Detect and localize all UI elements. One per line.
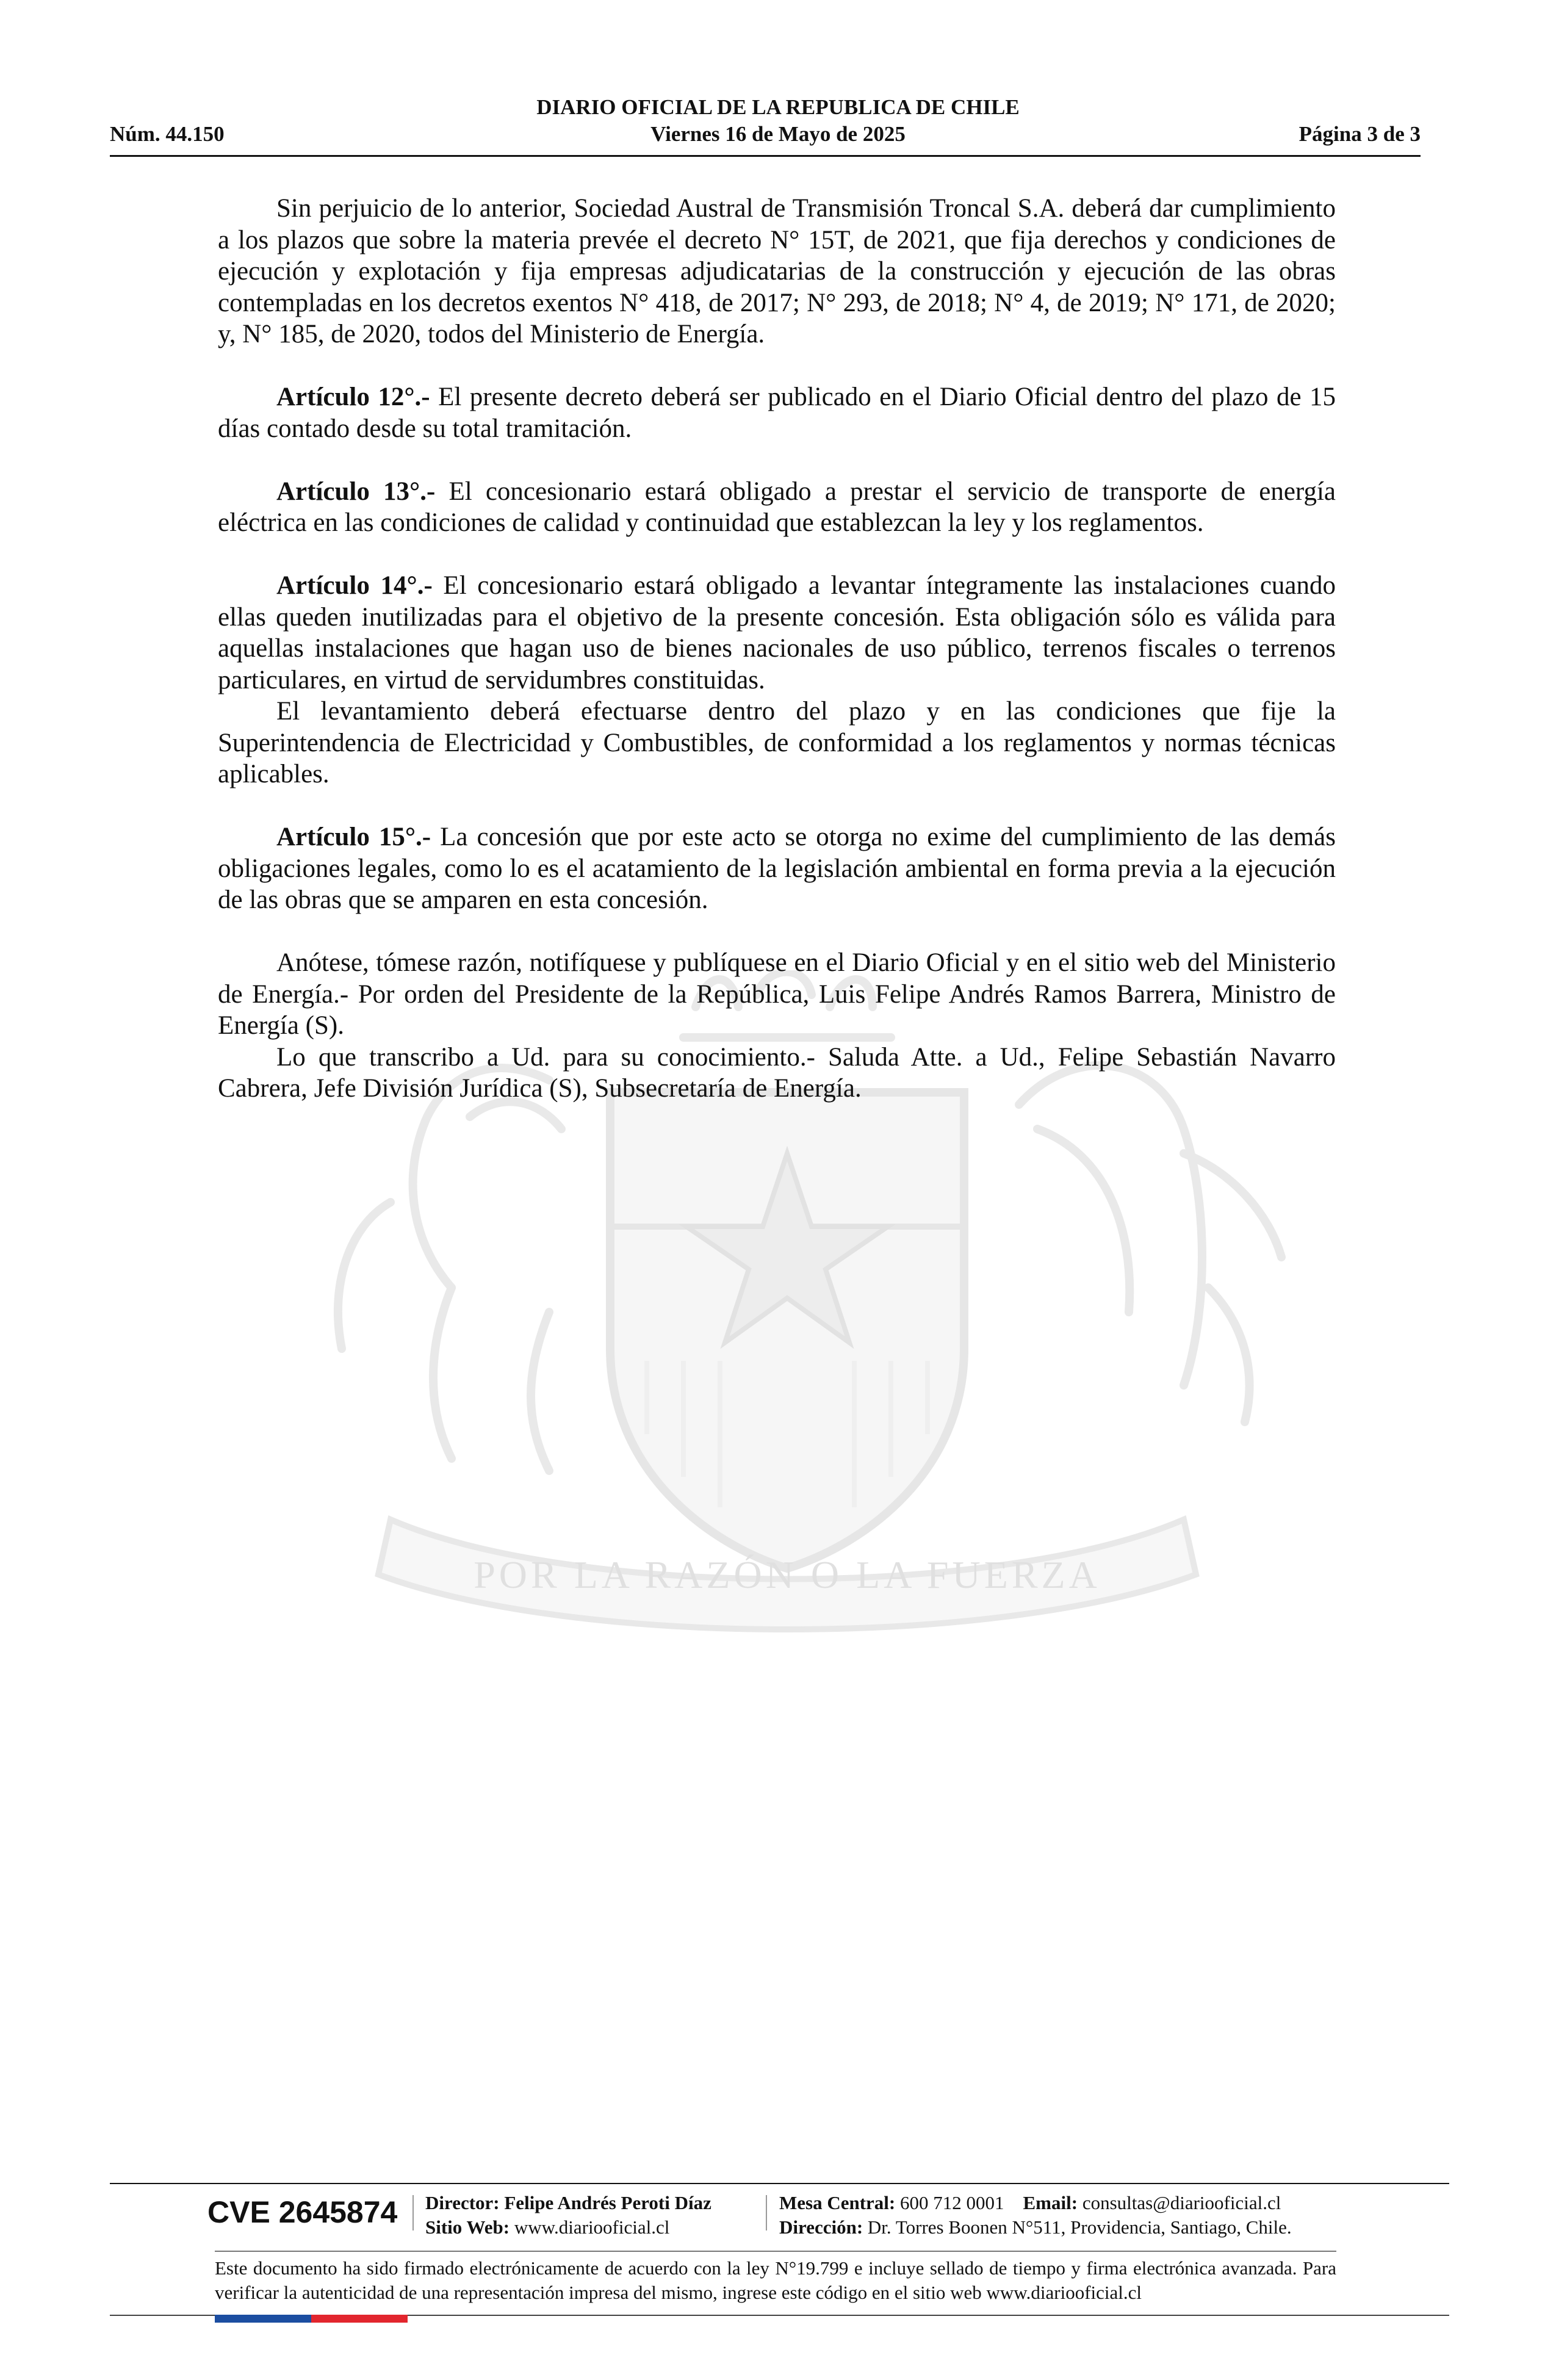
footer-divider-mid [215,2251,1336,2252]
document-body [218,193,1336,1105]
article-12-text: El presente decreto deberá ser publicado en el Diario Oficial dentro del plazo de 15 días contado desde su total tramitación. [218,383,1336,443]
footer-divider-top [110,2183,1449,2184]
footer-contact-block [779,2191,1292,2240]
footer-separator [412,2195,414,2230]
article-13-text: El concesionario estará obligado a prestar el servicio de transporte de energía eléctrica en las condiciones de calidad y continuidad que establezcan la ley y los reglamentos. [218,477,1336,537]
address-label: Dirección: [779,2216,863,2238]
website-link[interactable]: www.diariooficial.cl [514,2216,670,2238]
article-13 [218,476,1336,539]
director-name: Felipe Andrés Peroti Díaz [504,2192,711,2213]
article-15 [218,821,1336,916]
flag-stripe-blue [215,2315,311,2323]
motto-text: POR LA RAZÓN O LA FUERZA [474,1553,1101,1596]
paragraph-austral: Sin perjuicio de lo anterior, Sociedad Austral de Transmisión Troncal S.A. deberá dar cumplimiento a los plazos que sobre la materia prevée el decreto N° 15T, de 2021, que fija derechos y condiciones de ejecución y explotación y fija empresas adjudicatarias de la construcción y ejecución de las obras contempladas en los decretos exentos N° 418, de 2017; N° 293, de 2018; N° 4, de 2019; N° 171, de 2020; y, N° 185, de 2020, todos del Ministerio de Energía. [218,194,1336,348]
page-indicator: Página 3 de 3 [1298,122,1421,146]
issue-number: Núm. 44.150 [110,122,225,146]
mesa-phone: 600 712 0001 [900,2192,1004,2213]
closing-signature: Lo que transcribo a Ud. para su conocimiento.- Saluda Atte. a Ud., Felipe Sebastián Navarro Cabrera, Jefe División Jurídica (S), Subsecretaría de Energía. [218,1042,1336,1103]
director-label: Director: [425,2192,500,2213]
article-14-paragraph-2: El levantamiento deberá efectuarse dentro del plazo y en las condiciones que fije la Superintendencia de Electricidad y Combustibles, de conformidad a los reglamentos y normas técnicas aplicables. [218,697,1336,788]
article-12-label: Artículo 12°.- [276,383,430,411]
article-14-text: El concesionario estará obligado a levantar íntegramente las instalaciones cuando ellas queden inutilizadas para el objetivo de la presente concesión. Esta obligación sólo es válida para aquellas instalaciones que hagan uso de bienes nacionales de uso público, terrenos fiscales o terrenos particulares, en virtud de servidumbres constituidas. [218,571,1336,694]
article-14 [218,570,1336,696]
website-label: Sitio Web: [425,2216,510,2238]
article-14-label: Artículo 14°.- [276,571,433,600]
footer-separator [766,2195,767,2230]
mesa-label: Mesa Central: [779,2192,896,2213]
article-12 [218,381,1336,444]
electronic-signature-notice: Este documento ha sido firmado electrónicamente de acuerdo con la ley N°19.799 e incluye sellado de tiempo y firma electrónica avanzada. Para verificar la autenticidad de una representación impresa del mismo, ingrese este código en el sitio web www.diariooficial.cl [215,2257,1336,2303]
cve-code: CVE 2645874 [207,2195,398,2229]
header-divider [110,155,1421,157]
footer-director-block [425,2191,711,2240]
closing-order: Anótese, tómese razón, notifíquese y publíquese en el Diario Oficial y en el sitio web del Ministerio de Energía.- Por orden del Presidente de la República, Luis Felipe Andrés Ramos Barrera, Ministro de Energía (S). [218,948,1336,1040]
email-link[interactable]: consultas@diariooficial.cl [1082,2192,1281,2213]
article-13-label: Artículo 13°.- [276,477,436,506]
gazette-title: DIARIO OFICIAL DE LA REPUBLICA DE CHILE [536,95,1020,119]
article-15-label: Artículo 15°.- [276,823,431,851]
address-value: Dr. Torres Boonen N°511, Providencia, Santiago, Chile. [867,2216,1292,2238]
email-label: Email: [1023,2192,1078,2213]
flag-stripe-red [311,2315,408,2323]
article-15-text: La concesión que por este acto se otorga no exime del cumplimiento de las demás obligaciones legales, como lo es el acatamiento de la legislación ambiental en forma previa a la ejecución de las obras que se amparen en esta concesión. [218,823,1336,914]
issue-date: Viernes 16 de Mayo de 2025 [650,122,906,146]
